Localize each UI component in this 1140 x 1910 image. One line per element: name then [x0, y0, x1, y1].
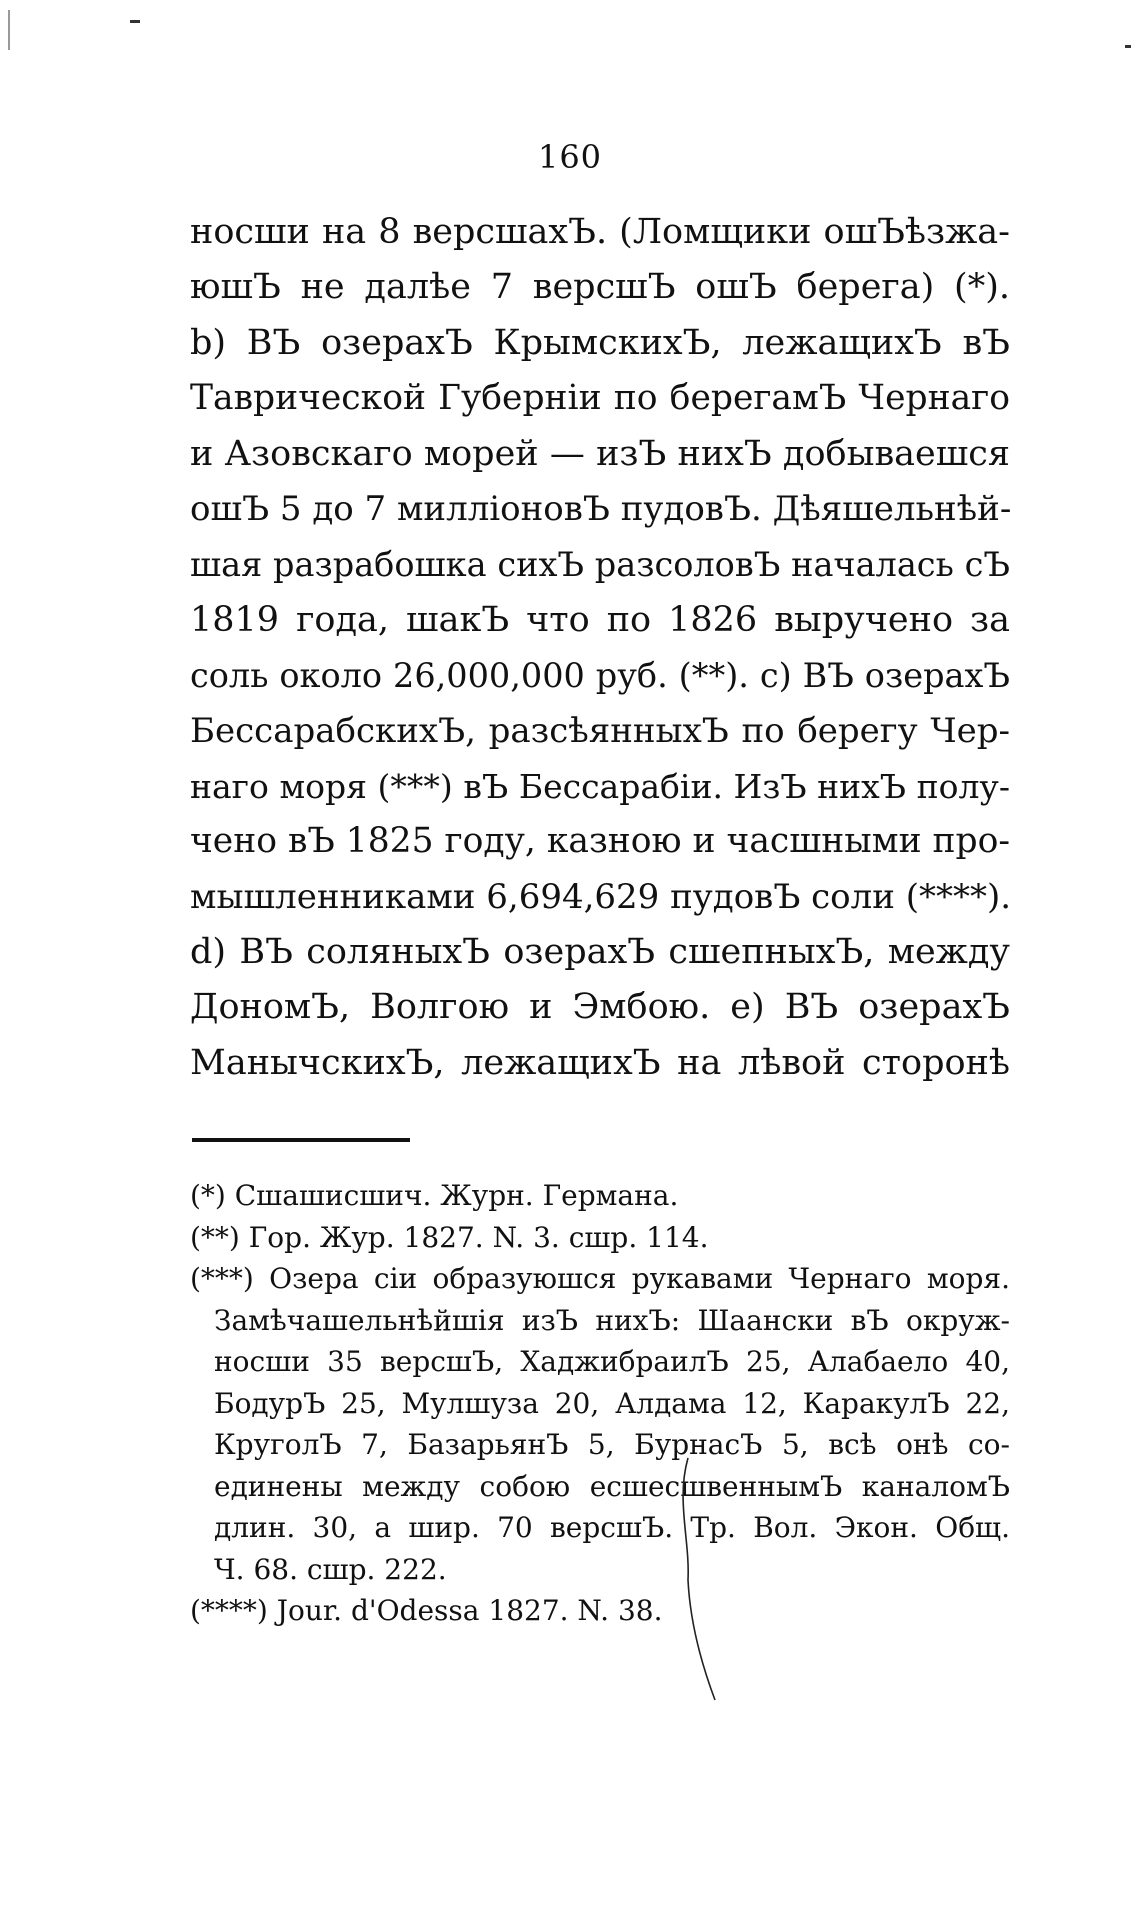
footnotes: [190, 1175, 1010, 1632]
footnote-line: БодурЪ 25, Мулшуза 20, Алдама 12, КаракулЪ 22,: [214, 1386, 1010, 1420]
footnote-line: (****) Jour. d'Odessa 1827. N. 38.: [190, 1594, 663, 1627]
text-line: чено вЪ 1825 году, казною и часшными про-: [190, 821, 1011, 862]
text-line: БессарабскихЪ, разсѣянныхЪ по берегу Чер-: [190, 710, 1010, 751]
text-line: соль около 26,000,000 руб. (**). c) ВЪ озерахЪ: [190, 656, 1010, 696]
text-line: ошЪ 5 до 7 милліоновЪ пудовЪ. Дѣяшельнѣй-: [190, 488, 1012, 529]
text-line: ДономЪ, Волгою и Эмбою. e) ВЪ озерахЪ: [190, 987, 1010, 1028]
footnote-line: длин. 30, а шир. 70 версшЪ. Тр. Вол. Экон. Общ.: [214, 1511, 1010, 1544]
text-line: мышленниками 6,694,629 пудовЪ соли (****).: [190, 876, 1012, 917]
footnote-line: носши 35 версшЪ, ХаджибраилЪ 25, Алабаело 40,: [214, 1345, 1010, 1378]
text-line: юшЪ не далѣе 7 версшЪ ошЪ берега) (*).: [190, 267, 1010, 308]
footnote-line: КруголЪ 7, БазарьянЪ 5, БурнасЪ 5, всѣ онѣ со-: [214, 1428, 1010, 1461]
scan-speck: [130, 20, 140, 23]
footnote-separator-rule: [192, 1138, 410, 1142]
text-line: МанычскихЪ, лежащихЪ на лѣвой сторонѣ: [190, 1042, 1010, 1083]
text-line: и Азовскаго морей — изЪ нихЪ добываешся: [190, 433, 1010, 474]
text-line: d) ВЪ соляныхЪ озерахЪ сшепныхЪ, между: [190, 932, 1010, 973]
footnote-line: (*) Сшашисшич. Журн. Германа.: [190, 1179, 679, 1212]
scan-speck: [1125, 45, 1131, 48]
text-line: шая разрабошка сихЪ разсоловЪ началась сЪ: [190, 545, 1010, 585]
footnote-line: Ч. 68. сшр. 222.: [214, 1552, 447, 1586]
footnote-line: (***) Озера сіи образуюшся рукавами Чернаго моря.: [190, 1262, 1010, 1295]
text-line: 1819 года, шакЪ что по 1826 выручено за: [190, 599, 1010, 640]
scan-speck: [8, 10, 10, 50]
text-line: наго моря (***) вЪ Бессарабіи. ИзЪ нихЪ полу-: [190, 766, 1010, 806]
page-number: 160: [537, 138, 603, 176]
text-line: носши на 8 версшахЪ. (Ломщики ошЪѣзжа-: [190, 212, 1010, 252]
text-line: Таврической Губерніи по берегамЪ Чернаго: [190, 378, 1010, 419]
footnote-line: (**) Гор. Жур. 1827. N. 3. сшр. 114.: [190, 1220, 709, 1254]
text-line: b) ВЪ озерахЪ КрымскихЪ, лежащихЪ вЪ: [190, 322, 1010, 363]
footnote-line: единены между собою есшесшвеннымЪ каналомЪ: [214, 1469, 1010, 1503]
main-text: [190, 205, 1010, 1091]
footnote-line: Замѣчашельнѣйшія изЪ нихЪ: Шаански вЪ окруж-: [214, 1303, 1010, 1337]
